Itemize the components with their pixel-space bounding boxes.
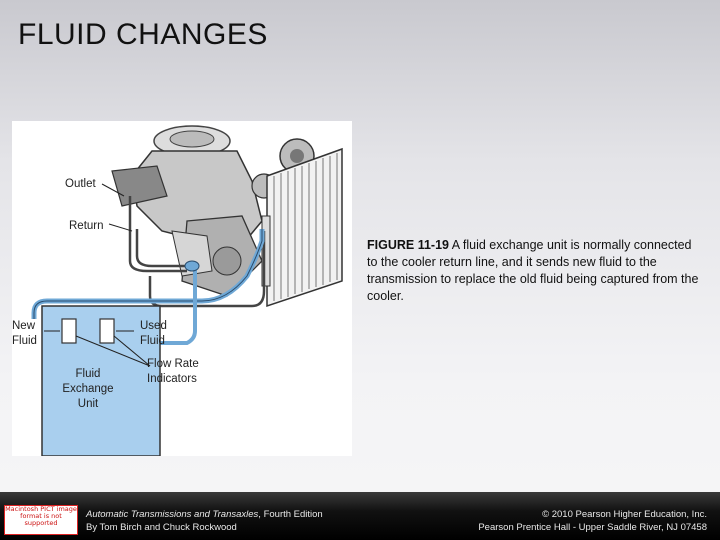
flow-indicator-left (62, 319, 76, 343)
used-fluid-label-line2: Fluid (140, 335, 165, 347)
return-label: Return (69, 220, 104, 232)
used-fluid-label-line1: Used (140, 320, 167, 332)
radiator (262, 149, 342, 306)
unit-label-line3: Unit (77, 398, 99, 410)
flow-rate-label-line2: Indicators (147, 373, 197, 385)
unit-label-line1: Fluid (75, 368, 101, 380)
publisher-text: Pearson Prentice Hall - Upper Saddle River, NJ 07458 (478, 522, 707, 533)
outlet-label: Outlet (65, 178, 96, 190)
slide-title: FLUID CHANGES (18, 18, 268, 51)
figure-caption (367, 237, 702, 305)
hose-coupler (185, 261, 199, 271)
unit-label-line2: Exchange (62, 383, 114, 395)
book-authors: By Tom Birch and Chuck Rockwood (86, 522, 237, 533)
pict-placeholder: Macintosh PICT image format is not supported (4, 505, 78, 535)
caption-text: A fluid exchange unit is normally connected to the cooler return line, and it sends new fluid to the transmission to replace the old fluid being captured from the cooler. (367, 238, 699, 303)
flow-rate-label-line1: Flow Rate (147, 358, 199, 370)
book-edition: , Fourth Edition (258, 509, 323, 520)
footer-bar (0, 492, 720, 540)
new-fluid-label-line1: New (12, 320, 36, 332)
book-credit (86, 508, 323, 534)
figure-id: FIGURE 11-19 (367, 238, 449, 252)
new-fluid-label-line2: Fluid (12, 335, 37, 347)
book-title: Automatic Transmissions and Transaxles (86, 509, 259, 520)
fluid-exchange-figure (12, 121, 352, 456)
copyright-text: © 2010 Pearson Higher Education, Inc. (542, 509, 707, 520)
engine-diagram (12, 121, 352, 456)
publisher-credit (478, 508, 707, 534)
flow-indicator-right (100, 319, 114, 343)
